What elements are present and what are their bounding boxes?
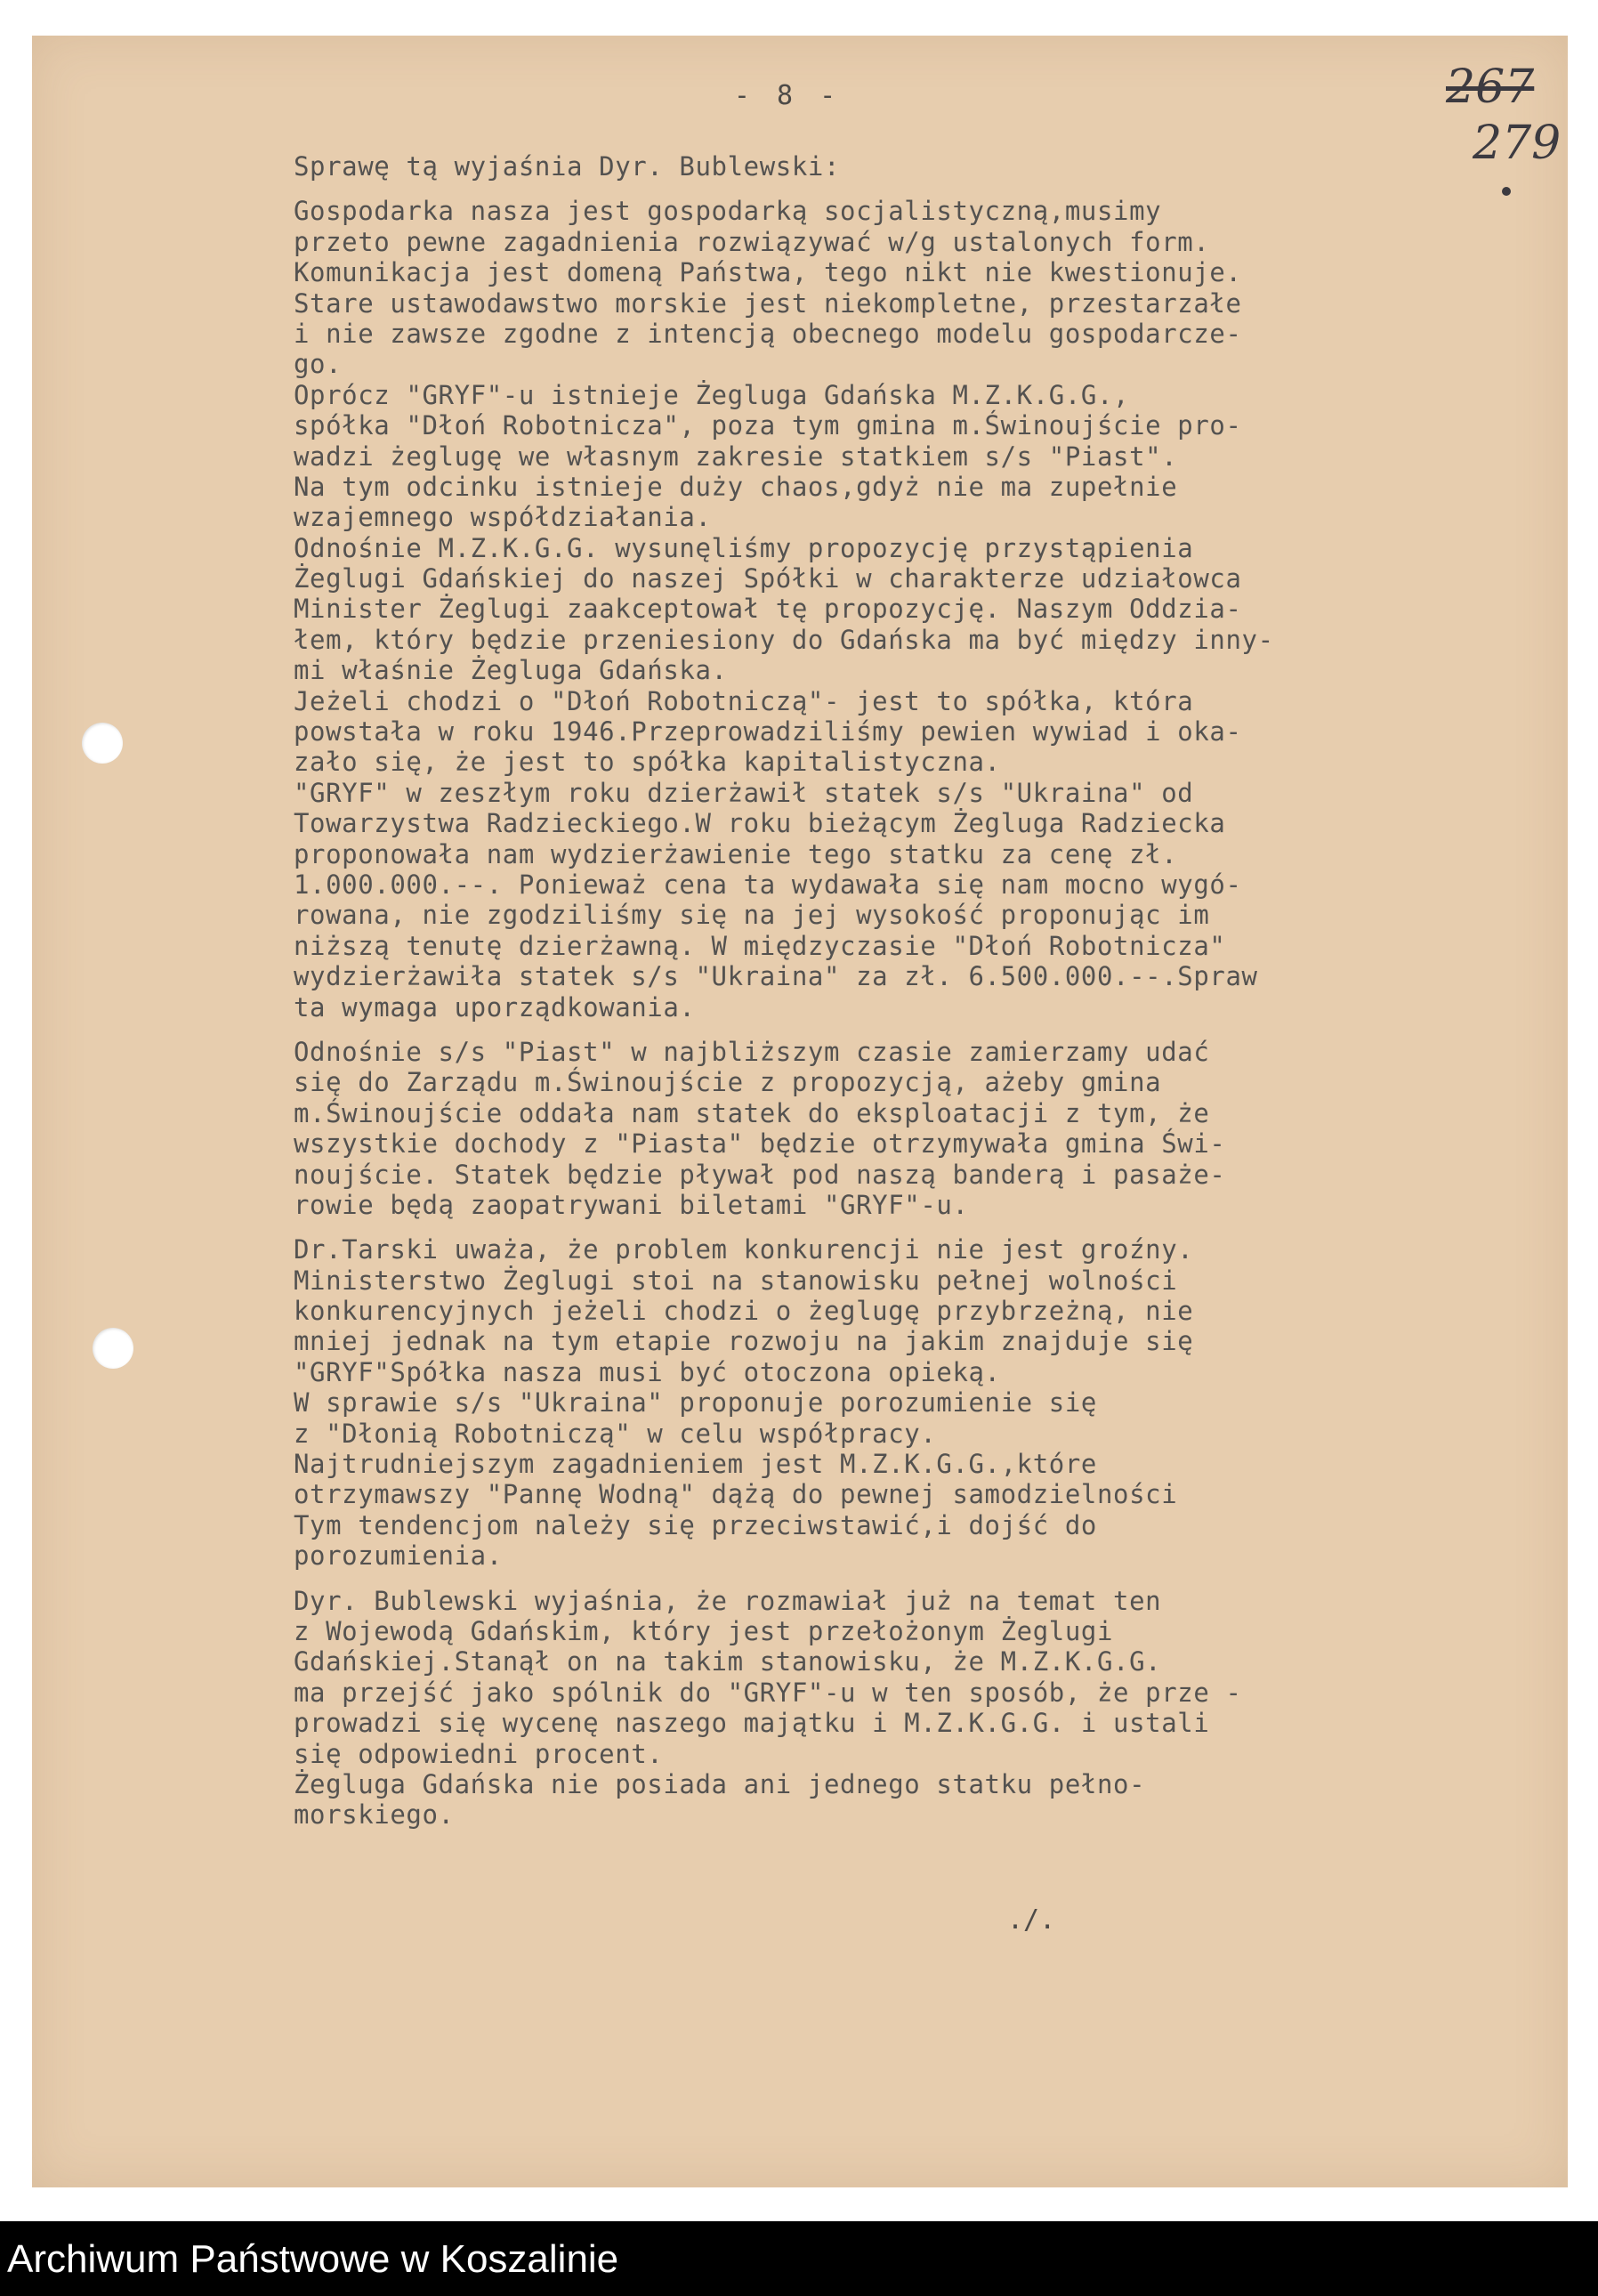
pen-mark [1502, 187, 1511, 196]
text-line: zało się, że jest to spółka kapitalistyczna. [294, 747, 1001, 778]
paragraph-gap [294, 182, 1477, 196]
folio-number: 279 [1473, 117, 1562, 170]
text-line: konkurencyjnych jeżeli chodzi o żeglugę przybrzeżną, nie [294, 1296, 1194, 1327]
text-line: Tym tendencjom należy się przeciwstawić,i dojść do [294, 1509, 1097, 1540]
text-line: się do Zarządu m.Świnoujście z propozycją, ażeby gmina [294, 1067, 1162, 1098]
text-line: porozumienia. [294, 1540, 503, 1572]
text-line: łem, który będzie przeniesiony do Gdańska ma być między inny- [294, 624, 1274, 655]
punch-hole-bottom [93, 1328, 133, 1369]
text-line: 1.000.000.--. Ponieważ cena ta wydawała się nam mocno wygó- [294, 869, 1242, 900]
text-line: spółka "Dłoń Robotnicza", poza tym gmina m.Świnoujście pro- [294, 410, 1242, 441]
text-line: się odpowiedni procent. [294, 1738, 664, 1769]
page-number: - 8 - [733, 80, 842, 111]
text-line: Ministerstwo Żeglugi stoi na stanowisku pełnej wolności [294, 1265, 1178, 1296]
text-line: Odnośnie M.Z.K.G.G. wysunęliśmy propozycję przystąpienia [294, 532, 1194, 563]
paragraph-gap [294, 1572, 1477, 1586]
text-line: rowie będą zaopatrywani biletami "GRYF"-u. [294, 1189, 969, 1220]
footer-bar [0, 2221, 1598, 2296]
text-line: Gdańskiej.Stanął on na takim stanowisku, że M.Z.K.G.G. [294, 1646, 1162, 1678]
text-line: wydzierżawiła statek s/s "Ukraina" za zł. 6.500.000.--.Spraw [294, 961, 1258, 992]
text-line: wszystkie dochody z "Piasta" będzie otrzymywała gmina Świ- [294, 1128, 1226, 1160]
text-line: niższą tenutę dzierżawną. W międzyczasie "Dłoń Robotnicza" [294, 930, 1226, 961]
text-line: z "Dłonią Robotniczą" w celu współpracy. [294, 1418, 937, 1449]
text-line: mi właśnie Żegluga Gdańska. [294, 655, 728, 686]
text-line: z Wojewodą Gdańskim, który jest przełożonym Żeglugi [294, 1615, 1114, 1646]
text-line: wzajemnego współdziałania. [294, 502, 712, 533]
text-line: m.Świnoujście oddała nam statek do eksploatacji z tym, że [294, 1097, 1210, 1128]
text-line: Towarzystwa Radzieckiego.W roku bieżącym Żegluga Radziecka [294, 808, 1226, 839]
text-line: Dyr. Bublewski wyjaśnia, że rozmawiał już na temat ten [294, 1585, 1162, 1616]
text-line: Gospodarka nasza jest gospodarką socjalistyczną,musimy [294, 196, 1162, 227]
text-line: przeto pewne zagadnienia rozwiązywać w/g ustalonych form. [294, 226, 1210, 257]
text-line: Minister Żeglugi zaakceptował tę propozycję. Naszym Oddzia- [294, 594, 1242, 625]
text-line: ta wymaga uporządkowania. [294, 991, 696, 1023]
punch-hole-top [82, 723, 123, 764]
typewritten-text [294, 151, 1477, 1831]
text-line: powstała w roku 1946.Przeprowadziliśmy pewien wywiad i oka- [294, 716, 1242, 748]
folio-number-crossed: 267 [1446, 61, 1535, 114]
paragraph-gap [294, 1220, 1477, 1234]
text-line: Stare ustawodawstwo morskie jest niekompletne, przestarzałe [294, 287, 1242, 319]
paragraph-gap [294, 1023, 1477, 1037]
text-line: Na tym odcinku istnieje duży chaos,gdyż nie ma zupełnie [294, 471, 1178, 502]
text-line: Najtrudniejszym zagadnieniem jest M.Z.K.G.G.,które [294, 1449, 1097, 1480]
archive-name: Archiwum Państwowe w Koszalinie [7, 2237, 619, 2281]
text-line: prowadzi się wycenę naszego majątku i M.Z.K.G.G. i ustali [294, 1708, 1210, 1739]
text-line: i nie zawsze zgodne z intencją obecnego modelu gospodarcze- [294, 318, 1242, 349]
text-line: Komunikacja jest domeną Państwa, tego nikt nie kwestionuje. [294, 257, 1242, 288]
text-line: go. [294, 349, 343, 380]
text-line: noujście. Statek będzie pływał pod naszą banderą i pasaże- [294, 1159, 1226, 1190]
text-line: "GRYF"Spółka nasza musi być otoczona opieką. [294, 1356, 1001, 1387]
text-line: Dr.Tarski uważa, że problem konkurencji nie jest groźny. [294, 1234, 1194, 1265]
text-line: ma przejść jako spólnik do "GRYF"-u w ten sposób, że prze - [294, 1677, 1242, 1708]
text-line: morskiego. [294, 1799, 455, 1831]
continuation-mark: ./. [1007, 1904, 1056, 1936]
text-line: otrzymawszy "Pannę Wodną" dążą do pewnej samodzielności [294, 1479, 1178, 1510]
text-line: "GRYF" w zeszłym roku dzierżawił statek s/s "Ukraina" od [294, 777, 1194, 808]
text-line: Żeglugi Gdańskiej do naszej Spółki w charakterze udziałowca [294, 563, 1242, 594]
text-line: Jeżeli chodzi o "Dłoń Robotniczą"- jest to spółka, która [294, 685, 1194, 716]
text-line: proponowała nam wydzierżawienie tego statku za cenę zł. [294, 838, 1178, 869]
text-line: Oprócz "GRYF"-u istnieje Żegluga Gdańska M.Z.K.G.G., [294, 379, 1130, 410]
text-line: Odnośnie s/s "Piast" w najbliższym czasie zamierzamy udać [294, 1036, 1210, 1067]
text-line: W sprawie s/s "Ukraina" proponuje porozumienie się [294, 1387, 1097, 1419]
text-line: wadzi żeglugę we własnym zakresie statkiem s/s "Piast". [294, 441, 1178, 472]
text-line: Sprawę tą wyjaśnia Dyr. Bublewski: [294, 151, 841, 182]
text-line: mniej jednak na tym etapie rozwoju na jakim znajduje się [294, 1326, 1194, 1357]
text-line: Żegluga Gdańska nie posiada ani jednego statku pełno- [294, 1768, 1146, 1799]
text-line: rowana, nie zgodziliśmy się na jej wysokość proponując im [294, 900, 1210, 931]
